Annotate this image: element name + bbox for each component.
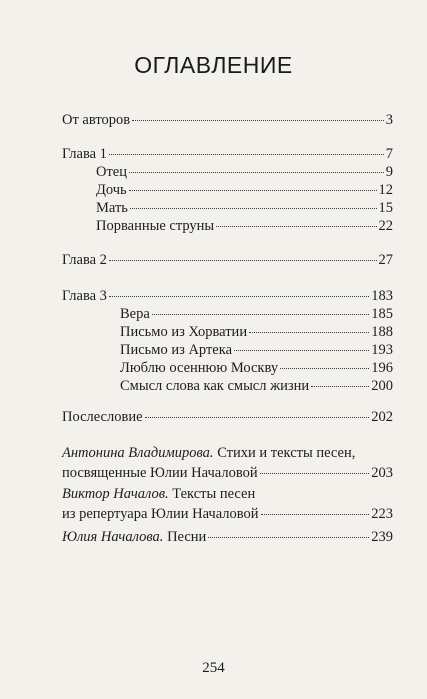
toc-entry-page: 196 bbox=[371, 360, 393, 376]
toc-entry-line2 bbox=[62, 463, 393, 483]
toc-entry-label: Смысл слова как смысл жизни bbox=[120, 378, 310, 394]
toc-entry-label: Мать bbox=[96, 200, 128, 216]
toc-entry-label: Порванные струны bbox=[96, 218, 215, 234]
toc-entry bbox=[62, 111, 393, 129]
leader-dots bbox=[260, 472, 370, 474]
toc-entry bbox=[96, 217, 393, 235]
toc-entry-page: 15 bbox=[378, 200, 393, 216]
toc-entry bbox=[120, 341, 393, 359]
leader-dots bbox=[249, 331, 369, 333]
toc-entry-page: 12 bbox=[378, 182, 393, 198]
toc-entry-page: 202 bbox=[371, 409, 393, 425]
leader-dots bbox=[152, 313, 369, 315]
toc-entry bbox=[120, 377, 393, 395]
toc-entry-multiline bbox=[62, 443, 393, 483]
toc-entry-label: Тексты песен bbox=[168, 486, 256, 502]
toc-entry-line1 bbox=[62, 443, 393, 463]
toc-entry bbox=[62, 528, 393, 546]
leader-dots bbox=[129, 189, 377, 191]
toc-entry-page: 27 bbox=[378, 252, 393, 268]
author-name: Виктор Началов. bbox=[62, 486, 169, 502]
toc-entry bbox=[96, 163, 393, 181]
toc-entry-page: 188 bbox=[371, 324, 393, 340]
leader-dots bbox=[280, 367, 369, 369]
toc-entry-label: Глава 2 bbox=[62, 252, 107, 268]
toc-entry bbox=[120, 305, 393, 323]
leader-dots bbox=[129, 171, 384, 173]
toc-entry-label: Послесловие bbox=[62, 409, 143, 425]
author-name: Юлия Началова. bbox=[62, 529, 164, 545]
toc-entry-page: 239 bbox=[371, 529, 393, 545]
toc-chapter bbox=[62, 251, 393, 269]
toc-entry-page: 223 bbox=[371, 506, 393, 522]
leader-dots bbox=[130, 207, 377, 209]
toc-entry-line1 bbox=[62, 484, 393, 504]
toc-entry-label: Глава 1 bbox=[62, 146, 107, 162]
leader-dots bbox=[109, 295, 369, 297]
toc-entry-page: 3 bbox=[385, 112, 393, 128]
toc-chapter bbox=[62, 145, 393, 163]
toc-entry-label: из репертуара Юлии Началовой bbox=[62, 506, 259, 522]
toc-entry-label: Письмо из Хорватии bbox=[120, 324, 248, 340]
toc-entry bbox=[120, 359, 393, 377]
toc-entry-label: Стихи и тексты песен, bbox=[213, 445, 356, 461]
toc-entry-label: Дочь bbox=[96, 182, 127, 198]
leader-dots bbox=[311, 385, 369, 387]
toc-entry-page: 200 bbox=[371, 378, 393, 394]
toc-entry-page: 9 bbox=[385, 164, 393, 180]
leader-dots bbox=[109, 259, 377, 261]
leader-dots bbox=[132, 119, 384, 121]
page-title: ОГЛАВЛЕНИЕ bbox=[134, 52, 293, 78]
toc-entry-page: 183 bbox=[371, 288, 393, 304]
toc-entry bbox=[96, 199, 393, 217]
toc-entry-multiline bbox=[62, 484, 393, 524]
toc-entry-label-group bbox=[62, 528, 206, 546]
toc-entry-label: посвященные Юлии Началовой bbox=[62, 465, 258, 481]
leader-dots bbox=[109, 153, 384, 155]
toc-entry bbox=[120, 323, 393, 341]
author-name: Антонина Владимирова. bbox=[62, 445, 214, 461]
toc-entry-label: Глава 3 bbox=[62, 288, 107, 304]
toc-entry-label: Отец bbox=[96, 164, 128, 180]
leader-dots bbox=[208, 536, 369, 538]
leader-dots bbox=[216, 225, 376, 227]
toc-entry-page: 7 bbox=[385, 146, 393, 162]
leader-dots bbox=[234, 349, 369, 351]
toc-entry-line2 bbox=[62, 504, 393, 524]
toc-entry-page: 193 bbox=[371, 342, 393, 358]
toc-entry-page: 185 bbox=[371, 306, 393, 322]
toc-entry-page: 22 bbox=[378, 218, 393, 234]
leader-dots bbox=[145, 416, 370, 418]
page-number: 254 bbox=[202, 660, 225, 676]
toc-entry bbox=[96, 181, 393, 199]
leader-dots bbox=[261, 513, 370, 515]
toc-chapter bbox=[62, 287, 393, 305]
toc-entry-label: Люблю осеннюю Москву bbox=[120, 360, 279, 376]
toc-entry-label: Песни bbox=[163, 529, 207, 545]
toc-entry bbox=[62, 408, 393, 426]
toc-entry-label: Письмо из Артека bbox=[120, 342, 233, 358]
toc-entry-label: Вера bbox=[120, 306, 150, 322]
toc-entry-label: От авторов bbox=[62, 112, 131, 128]
toc-entry-page: 203 bbox=[371, 465, 393, 481]
